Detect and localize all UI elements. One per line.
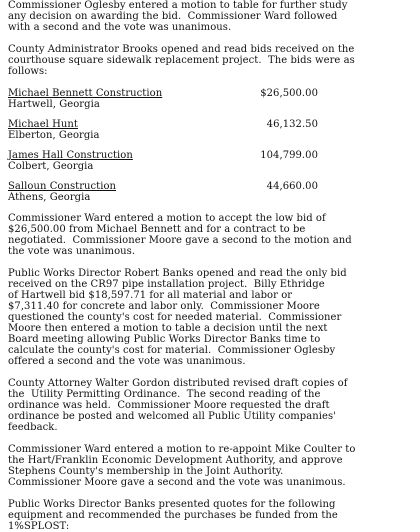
bidder-city: Hartwell, Georgia <box>8 99 100 110</box>
bidder-name: James Hall Construction <box>8 150 133 161</box>
bid-list <box>8 88 416 203</box>
paragraph-equipment-quotes: Public Works Director Banks presented quotes for the following equipment and recommended the purchases be funded from the 1%SPLOST: <box>8 499 338 532</box>
paragraph-accept-low-bid: Commissioner Ward entered a motion to accept the low bid of $26,500.00 from Michael Bennett and for a contract to be negotiated. Commissioner Moore gave a second to the motion and the vote was unanimous. <box>8 213 352 257</box>
bid-amount: $26,500.00 <box>260 88 318 99</box>
paragraph-sidewalk-bids-intro: County Administrator Brooks opened and read bids received on the courthouse square sidewalk replacement project. The bids were as follows: <box>8 44 355 77</box>
bid-amount: 104,799.00 <box>260 150 318 161</box>
bidder-name: Michael Bennett Construction <box>8 88 163 99</box>
bid-entry <box>8 119 416 141</box>
bidder-name: Salloun Construction <box>8 181 117 192</box>
bidder-city: Elberton, Georgia <box>8 130 100 141</box>
bid-entry <box>8 181 416 203</box>
bid-entry <box>8 150 416 172</box>
bid-bidder <box>8 181 228 203</box>
bid-entry <box>8 88 416 110</box>
paragraph-pipe-installation-bid: Public Works Director Robert Banks opened and read the only bid received on the CR97 pipe installation project. Billy Ethridge of Hartwell bid $18,597.71 for all material and labor or $7,311.40 for concrete and labor only. Commissioner Moore questioned the county's cost for needed material. Commissioner Moore then entered a motion to table a decision until the next Board meeting allowing Public Works Director Banks time to calculate the county's cost for material. Commissioner Oglesby offered a second and the vote was unanimous. <box>8 268 347 367</box>
paragraph-table-motion: Commissioner Oglesby entered a motion to table for further study any decision on awarding the bid. Commissioner Ward followed with a second and the vote was unanimous. <box>8 0 348 33</box>
bid-bidder <box>8 119 228 141</box>
bid-amount: 46,132.50 <box>266 119 318 130</box>
bid-amount: 44,660.00 <box>266 181 318 192</box>
bidder-city: Colbert, Georgia <box>8 161 94 172</box>
bidder-city: Athens, Georgia <box>8 192 91 203</box>
bid-bidder <box>8 88 228 110</box>
bid-bidder <box>8 150 228 172</box>
paragraph-reappointment: Commissioner Ward entered a motion to re-appoint Mike Coulter to the Hart/Franklin Economic Development Authority, and approve Stephens County's membership in the Joint Authority. Commissioner Moore gave a second and the vote was unanimous. <box>8 444 356 488</box>
bidder-name: Michael Hunt <box>8 119 78 130</box>
paragraph-utility-ordinance: County Attorney Walter Gordon distributed revised draft copies of the Utility Permitting Ordinance. The second reading of the ordinance was held. Commissioner Moore requested the draft ordinance be posted and welcomed all Public Utility companies' feedback. <box>8 378 348 433</box>
